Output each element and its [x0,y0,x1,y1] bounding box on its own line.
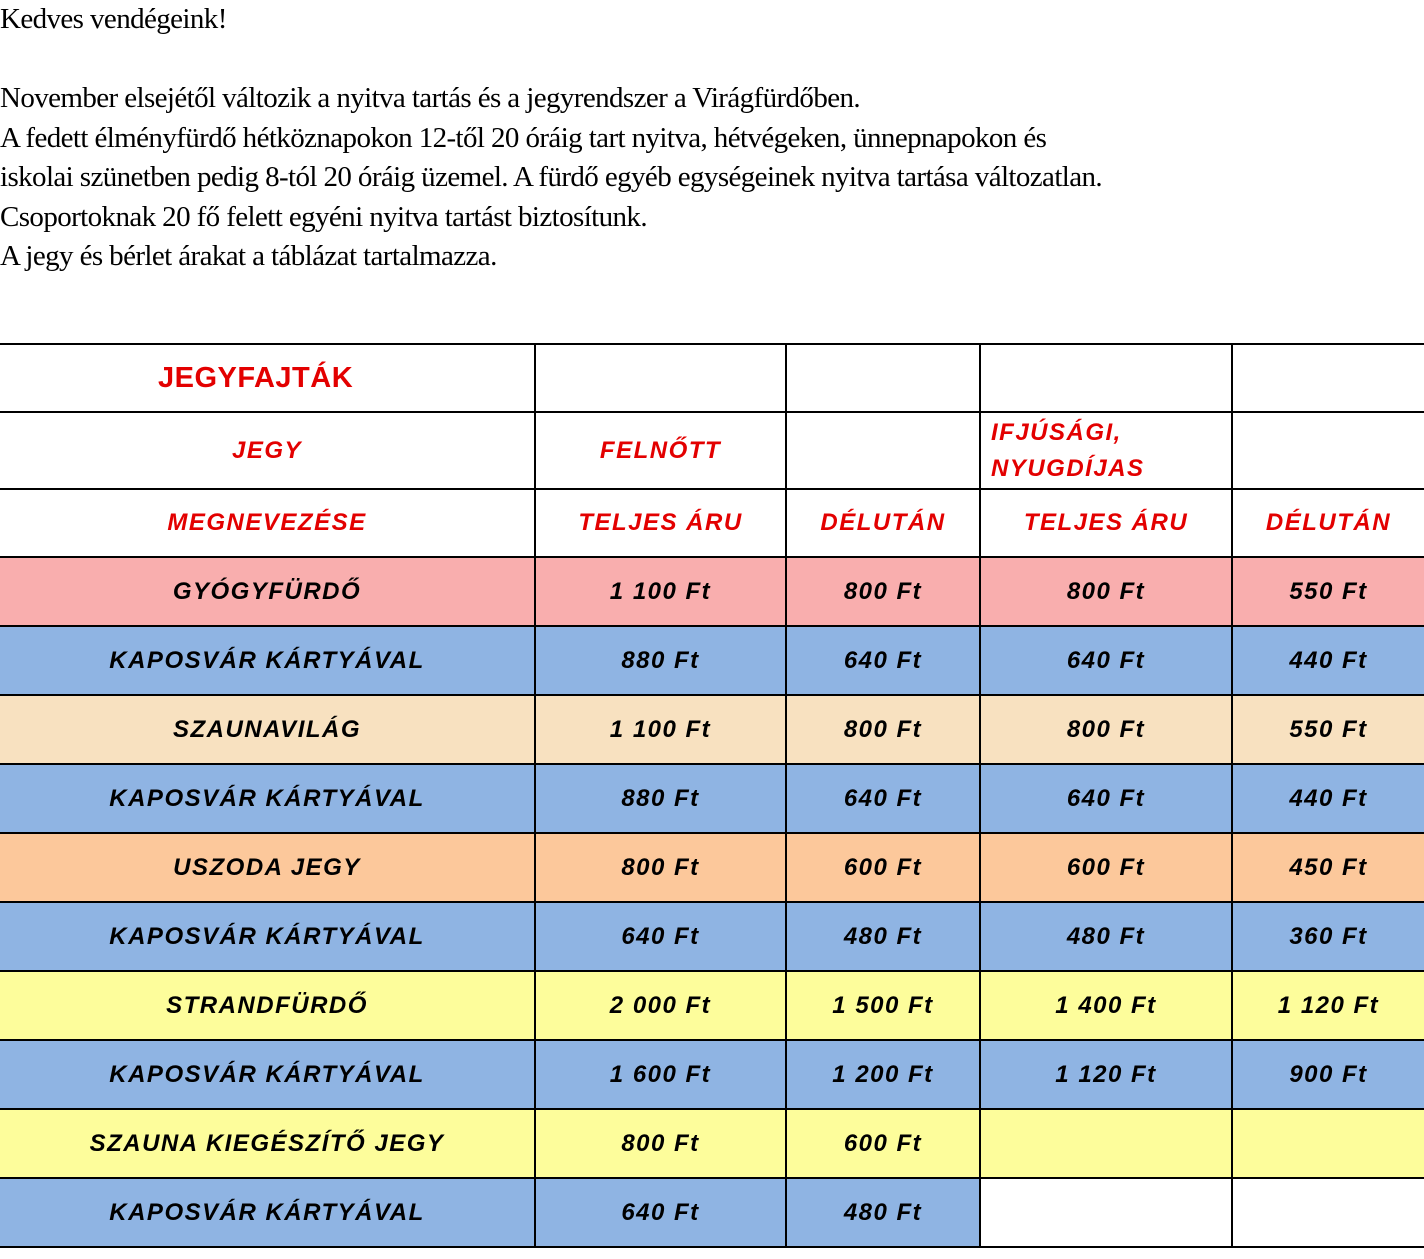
empty-cell [786,412,980,489]
price-cell: 640 Ft [786,764,980,833]
header-ifjusagi-line1: IFJÚSÁGI, [991,418,1122,446]
price-cell: 600 Ft [786,833,980,902]
price-cell: 600 Ft [980,833,1232,902]
price-cell: 1 120 Ft [1232,971,1424,1040]
price-cell: 480 Ft [786,1178,980,1247]
price-cell: 480 Ft [786,902,980,971]
price-cell: 440 Ft [1232,764,1424,833]
price-cell: 640 Ft [980,626,1232,695]
intro-line: A jegy és bérlet árakat a táblázat tartalmazza. [0,240,497,272]
empty-cell [535,344,786,412]
header-delutan: DÉLUTÁN [786,489,980,557]
price-cell [980,1109,1232,1178]
ticket-name: KAPOSVÁR KÁRTYÁVAL [0,764,535,833]
ticket-name: KAPOSVÁR KÁRTYÁVAL [0,902,535,971]
price-cell: 800 Ft [535,1109,786,1178]
price-cell: 640 Ft [786,626,980,695]
price-cell [980,1178,1232,1247]
price-cell: 550 Ft [1232,695,1424,764]
header-delutan: DÉLUTÁN [1232,489,1424,557]
empty-cell [786,344,980,412]
header-megnevezese: MEGNEVEZÉSE [0,489,535,557]
ticket-name: KAPOSVÁR KÁRTYÁVAL [0,1178,535,1247]
ticket-name: KAPOSVÁR KÁRTYÁVAL [0,626,535,695]
price-cell: 640 Ft [980,764,1232,833]
price-cell: 880 Ft [535,626,786,695]
table-row [0,833,1424,902]
header-felnott: FELNŐTT [535,412,786,489]
price-cell [1232,1109,1424,1178]
table-row [0,557,1424,626]
table-row [0,1109,1424,1178]
price-cell: 1 120 Ft [980,1040,1232,1109]
price-cell: 550 Ft [1232,557,1424,626]
price-cell: 800 Ft [980,695,1232,764]
price-cell: 800 Ft [535,833,786,902]
price-cell: 360 Ft [1232,902,1424,971]
price-cell: 1 100 Ft [535,695,786,764]
header-ifjusagi-line2: NYUGDÍJAS [991,454,1145,482]
intro-line: November elsejétől változik a nyitva tartás és a jegyrendszer a Virágfürdőben. [0,82,861,114]
price-cell: 1 600 Ft [535,1040,786,1109]
header-teljes-aru: TELJES ÁRU [535,489,786,557]
price-cell: 1 200 Ft [786,1040,980,1109]
empty-cell [1232,412,1424,489]
table-title-row [0,344,1424,412]
intro-line: Csoportoknak 20 fő felett egyéni nyitva tartást biztosítunk. [0,200,647,233]
table-row [0,971,1424,1040]
header-jegy: JEGY [0,412,535,489]
header-row-2 [0,489,1424,557]
price-cell: 1 500 Ft [786,971,980,1040]
price-cell: 600 Ft [786,1109,980,1178]
price-cell: 2 000 Ft [535,971,786,1040]
ticket-name: GYÓGYFÜRDŐ [0,557,535,626]
greeting: Kedves vendégeink! [0,3,227,35]
price-cell: 880 Ft [535,764,786,833]
intro-text [0,0,1424,277]
header-ifjusagi [980,412,1232,489]
price-cell: 1 400 Ft [980,971,1232,1040]
table-row [0,1040,1424,1109]
price-cell: 1 100 Ft [535,557,786,626]
price-cell: 480 Ft [980,902,1232,971]
price-cell [1232,1178,1424,1247]
intro-line: A fedett élményfürdő hétköznapokon 12-től 20 óráig tart nyitva, hétvégeken, ünnepnapokon és [0,121,1047,154]
empty-cell [980,344,1232,412]
table-row [0,1178,1424,1247]
table-title: JEGYFAJTÁK [0,344,535,412]
ticket-name: SZAUNA KIEGÉSZÍTŐ JEGY [0,1109,535,1178]
price-cell: 450 Ft [1232,833,1424,902]
table-row [0,695,1424,764]
ticket-name: USZODA JEGY [0,833,535,902]
price-cell: 640 Ft [535,1178,786,1247]
intro-line: iskolai szünetben pedig 8-tól 20 óráig üzemel. A fürdő egyéb egységeinek nyitva tartása változatlan. [0,161,1103,193]
price-cell: 440 Ft [1232,626,1424,695]
price-cell: 800 Ft [786,695,980,764]
ticket-name: STRANDFÜRDŐ [0,971,535,1040]
table-row [0,764,1424,833]
price-table [0,343,1424,1248]
price-cell: 640 Ft [535,902,786,971]
price-cell: 800 Ft [786,557,980,626]
empty-cell [1232,344,1424,412]
price-cell: 900 Ft [1232,1040,1424,1109]
table-row [0,626,1424,695]
header-teljes-aru: TELJES ÁRU [980,489,1232,557]
table-row [0,902,1424,971]
price-cell: 800 Ft [980,557,1232,626]
ticket-name: KAPOSVÁR KÁRTYÁVAL [0,1040,535,1109]
ticket-name: SZAUNAVILÁG [0,695,535,764]
header-row-1 [0,412,1424,489]
